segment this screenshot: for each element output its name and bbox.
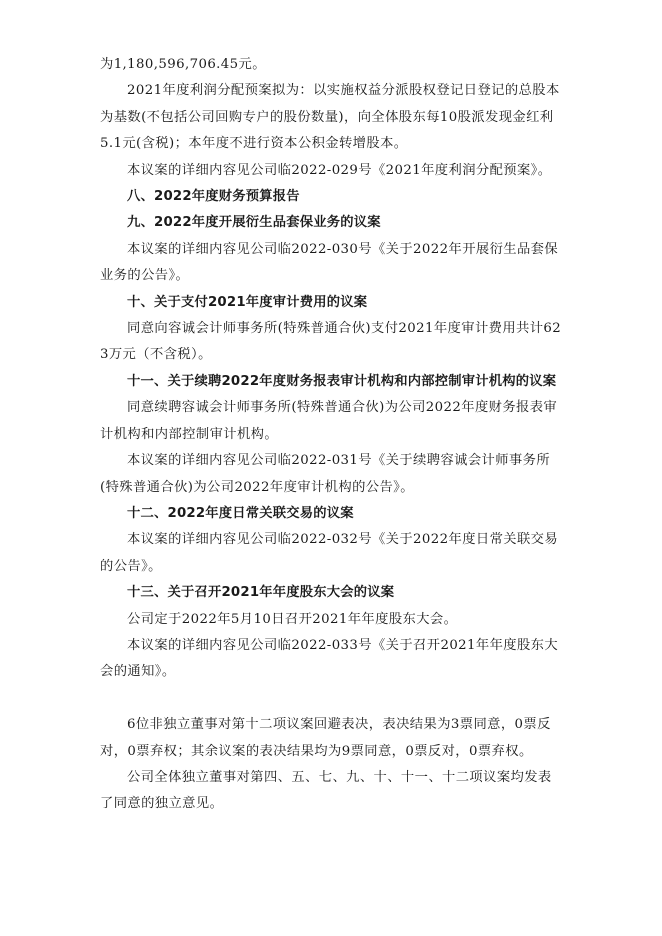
paragraph-independent-directors-opinion: 公司全体独立董事对第四、五、七、九、十、十一、十二项议案均发表了同意的独立意见。 bbox=[100, 769, 552, 812]
paragraph-item-10-audit-fee: 同意向容诚会计师事务所(特殊普通合伙)支付2021年度审计费用共计623万元（不含税）。 bbox=[100, 321, 562, 363]
paragraph-item-11-reference: 本议案的详细内容见公司临2022-031号《关于续聘容诚会计师事务所(特殊普通合伙)为公司2022年度审计机构的公告》。 bbox=[100, 453, 551, 495]
document-page bbox=[100, 52, 562, 818]
paragraph-item-11-reappoint: 同意续聘容诚会计师事务所(特殊普通合伙)为公司2022年度财务报表审计机构和内部控制审计机构。 bbox=[100, 400, 558, 442]
heading-item-13: 十三、关于召开2021年年度股东大会的议案 bbox=[127, 585, 395, 601]
blank-line bbox=[100, 686, 562, 712]
paragraph-profit-distribution-reference: 本议案的详细内容见公司临2022-029号《2021年度利润分配预案》。 bbox=[127, 162, 552, 178]
heading-item-9: 九、2022年度开展衍生品套保业务的议案 bbox=[127, 215, 381, 231]
paragraph-voting-results: 6位非独立董事对第十二项议案回避表决，表决结果为3票同意，0票反对，0票弃权；其余议案的表决结果均为9票同意，0票反对，0票弃权。 bbox=[100, 717, 551, 759]
heading-item-10: 十、关于支付2021年度审计费用的议案 bbox=[127, 294, 368, 310]
heading-item-11: 十一、关于续聘2022年度财务报表审计机构和内部控制审计机构的议案 bbox=[127, 373, 557, 389]
paragraph-item-9-reference: 本议案的详细内容见公司临2022-030号《关于2022年开展衍生品套保业务的公告》。 bbox=[100, 241, 559, 284]
paragraph-item-12-reference: 本议案的详细内容见公司临2022-032号《关于2022年度日常关联交易的公告》。 bbox=[100, 532, 559, 574]
heading-item-8: 八、2022年度财务预算报告 bbox=[127, 189, 300, 205]
paragraph-item-13-reference: 本议案的详细内容见公司临2022-033号《关于召开2021年年度股东大会的通知》。 bbox=[100, 637, 559, 680]
paragraph-profit-amount: 为1,180,596,706.45元。 bbox=[100, 57, 266, 72]
paragraph-item-13-meeting-date: 公司定于2022年5月10日召开2021年年度股东大会。 bbox=[127, 611, 458, 627]
heading-item-12: 十二、2022年度日常关联交易的议案 bbox=[127, 505, 354, 521]
paragraph-profit-distribution-plan: 2021年度利润分配预案拟为：以实施权益分派股权登记日登记的总股本为基数(不包括公司回购专户的股份数量)，向全体股东每10股派发现金红利5.1元(含税)；本年度不进行资本公积金转增股本。 bbox=[100, 83, 560, 152]
